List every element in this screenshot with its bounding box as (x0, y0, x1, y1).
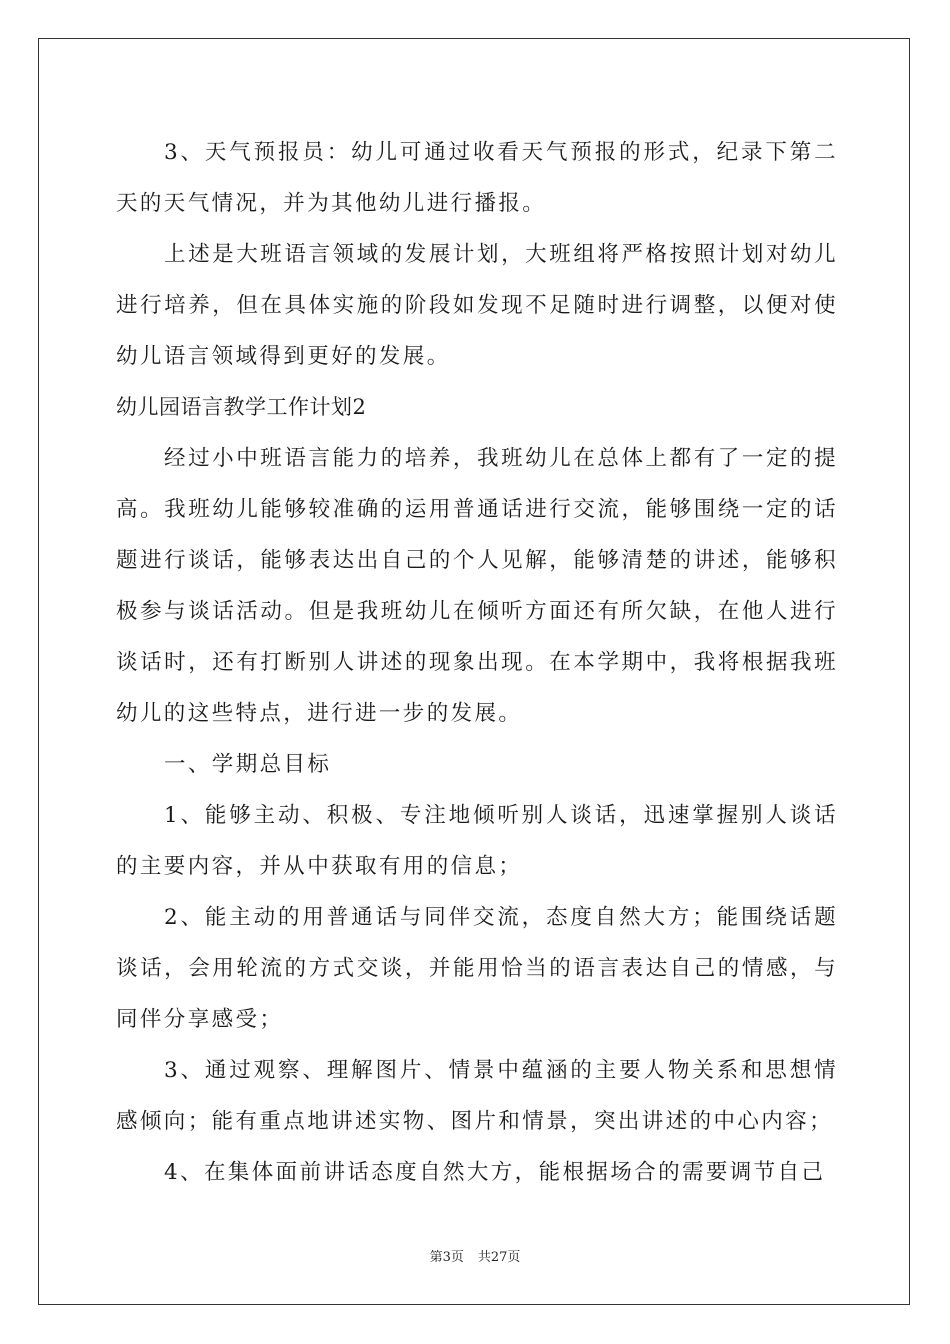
paragraph-summary: 上述是大班语言领域的发展计划，大班组将严格按照计划对幼儿进行培养，但在具体实施的阶段如发现不足随时进行调整，以便对使幼儿语言领域得到更好的发展。 (116, 242, 838, 369)
paragraph-weather-reporter: 3、天气预报员：幼儿可通过收看天气预报的形式，纪录下第二天的天气情况，并为其他幼儿进行播报。 (116, 140, 838, 216)
section-heading: 幼儿园语言教学工作计划2 (116, 395, 367, 419)
goal-item-2: 2、能主动的用普通话与同伴交流，态度自然大方；能围绕话题谈话，会用轮流的方式交谈，并能用恰当的语言表达自己的情感，与同伴分享感受； (116, 905, 838, 1032)
goal-item-1: 1、能够主动、积极、专注地倾听别人谈话，迅速掌握别人谈话的主要内容，并从中获取有用的信息； (116, 803, 838, 879)
subsection-heading-goals: 一、学期总目标 (164, 752, 332, 777)
page-footer (0, 1246, 950, 1265)
goal-item-3: 3、通过观察、理解图片、情景中蕴涵的主要人物关系和思想情感倾向；能有重点地讲述实物、图片和情景，突出讲述的中心内容； (116, 1058, 838, 1134)
page-total: 共27页 (477, 1250, 521, 1265)
paragraph-intro: 经过小中班语言能力的培养，我班幼儿在总体上都有了一定的提高。我班幼儿能够较准确的运用普通话进行交流，能够围绕一定的话题进行谈话，能够表达出自己的个人见解，能够清楚的讲述，能够积极参与谈话活动。但是我班幼儿在倾听方面还有所欠缺，在他人进行谈话时，还有打断别人讲述的现象出现。在本学期中，我将根据我班幼儿的这些特点，进行进一步的发展。 (116, 446, 838, 726)
page-number: 第3页 (429, 1250, 464, 1265)
goal-item-4: 4、在集体面前讲话态度自然大方，能根据场合的需要调节自己 (164, 1160, 826, 1185)
document-body (116, 127, 838, 1198)
